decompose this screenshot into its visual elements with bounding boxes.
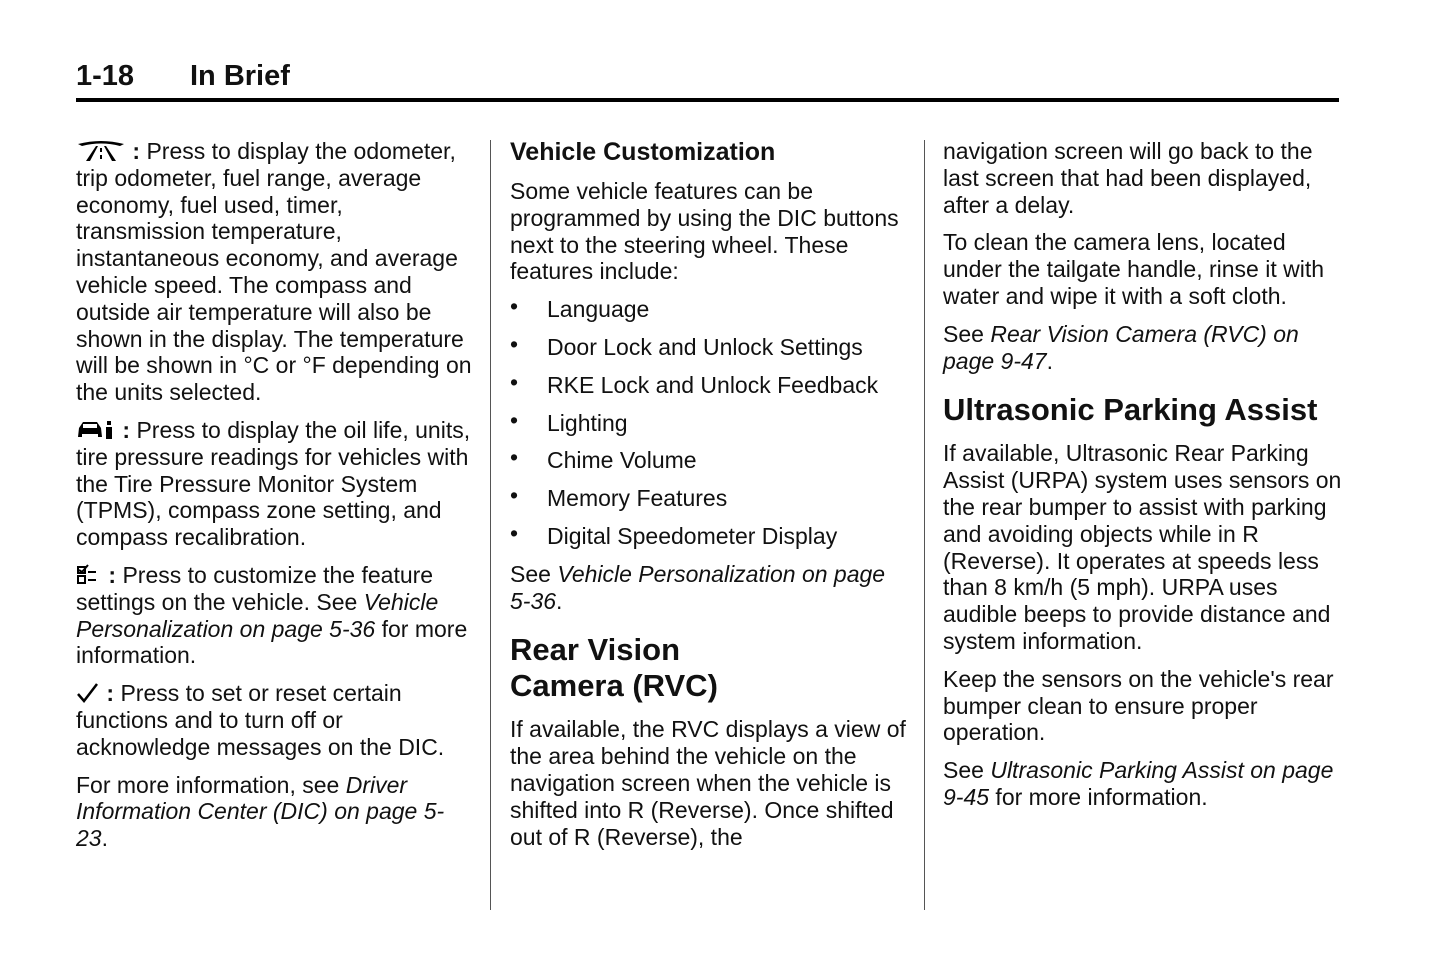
sensor-clean-paragraph: Keep the sensors on the vehicle's rear bumper clean to ensure proper operation. xyxy=(943,665,1334,746)
vehicle-info-icon xyxy=(76,417,116,444)
customize-checklist-icon xyxy=(76,562,102,589)
customize-paragraph: : Press to customize the feature settings on the vehicle. See Vehicle Personalization on page 5-36 for more information. xyxy=(76,561,468,669)
ultrasonic-parking-assist-heading: Ultrasonic Parking Assist xyxy=(943,392,1318,428)
rvc-paragraph: If available, the RVC displays a view of the area behind the vehicle on the navigation screen when the vehicle is shifted into R (Reverse). Once shifted out of R (Reverse), the xyxy=(510,716,906,850)
list-item: • Chime Volume xyxy=(510,447,910,474)
vehicle-info-paragraph: : Press to display the oil life, units, tire pressure readings for vehicles with the Tire Pressure Monitor System (TPMS), compass zone setting, and compass recalibration. xyxy=(76,416,471,551)
cross-reference-link[interactable]: Driver Information Center (DIC) on page 5-23 xyxy=(76,771,445,852)
trip-info-paragraph: : Press to display the odometer, trip odometer, fuel range, average economy, fuel used, timer, transmission temperature, instantaneous economy, and average vehicle speed. The compass and outside air temperature will also be shown in the display. The temperature will be shown in °C or °F depending on the units selected. xyxy=(76,138,472,406)
cross-reference-link[interactable]: Vehicle Personalization on page 5-36 xyxy=(76,588,439,642)
page-header xyxy=(76,58,1339,102)
list-item: • Language xyxy=(510,296,910,323)
column-1 xyxy=(76,138,476,863)
list-item: • Door Lock and Unlock Settings xyxy=(510,334,910,361)
camera-clean-paragraph: To clean the camera lens, located under the tailgate handle, rinse it with water and wipe it with a soft cloth. xyxy=(943,229,1325,309)
list-item: • RKE Lock and Unlock Feedback xyxy=(510,372,910,399)
list-item: • Memory Features xyxy=(510,485,910,512)
set-reset-paragraph: : Press to set or reset certain functions and to turn off or acknowledge messages on the DIC. xyxy=(76,680,445,760)
upa-paragraph: If available, Ultrasonic Rear Parking Assist (URPA) system uses sensors on the rear bumper to assist with parking and avoiding objects while in R (Reverse). It operates at speeds less than 8 km/h (5 mph). URPA uses audible beeps to provide distance and system information. xyxy=(943,440,1342,654)
see-reference: See Rear Vision Camera (RVC) on page 9-47. xyxy=(943,320,1299,374)
more-info-paragraph: For more information, see Driver Information Center (DIC) on page 5-23. xyxy=(76,771,445,852)
column-divider xyxy=(924,140,925,910)
list-item: • Digital Speedometer Display xyxy=(510,523,910,550)
feature-list xyxy=(510,296,910,550)
column-divider xyxy=(490,140,491,910)
rear-vision-camera-heading: Rear Vision Camera (RVC) xyxy=(510,632,718,704)
rvc-continued-paragraph: navigation screen will go back to the last screen that had been displayed, after a delay. xyxy=(943,138,1313,218)
see-reference: See Vehicle Personalization on page 5-36. xyxy=(510,560,886,614)
checkmark-icon xyxy=(76,680,100,707)
column-2 xyxy=(510,138,910,861)
road-trip-icon xyxy=(76,138,126,165)
customization-intro: Some vehicle features can be programmed by using the DIC buttons next to the steering wheel. These features include: xyxy=(510,178,899,285)
page-number: 1-18 xyxy=(76,60,135,92)
see-reference: See Ultrasonic Parking Assist on page 9-45 for more information. xyxy=(943,757,1334,810)
section-title: In Brief xyxy=(190,60,290,92)
vehicle-customization-heading: Vehicle Customization xyxy=(510,138,776,166)
cross-reference-link[interactable]: Vehicle Personalization on page 5-36 xyxy=(510,560,886,614)
cross-reference-link[interactable]: Rear Vision Camera (RVC) on page 9-47 xyxy=(943,320,1299,374)
cross-reference-link[interactable]: Ultrasonic Parking Assist on page 9-45 xyxy=(943,757,1334,810)
column-3 xyxy=(943,138,1343,822)
list-item: • Lighting xyxy=(510,410,910,437)
